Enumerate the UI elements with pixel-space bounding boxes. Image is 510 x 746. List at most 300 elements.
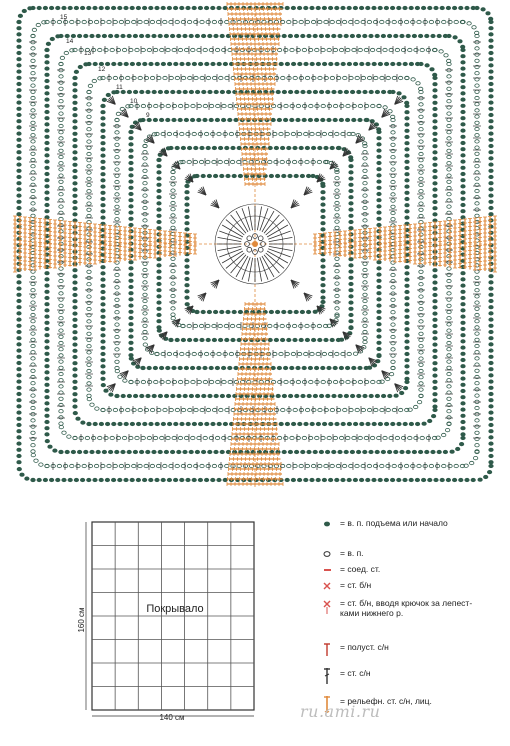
chain-stitch xyxy=(115,360,119,363)
chain-stitch xyxy=(102,98,106,101)
chain-stitch xyxy=(271,118,275,121)
chain-stitch xyxy=(17,169,21,172)
chain-stitch xyxy=(199,160,203,163)
chain-stitch xyxy=(406,450,410,453)
chain-stitch xyxy=(335,352,339,355)
chain-stitch xyxy=(335,276,339,279)
chain-stitch xyxy=(122,436,126,439)
chain-stitch xyxy=(99,422,103,425)
chain-stitch xyxy=(448,464,452,467)
chain-stitch xyxy=(461,55,465,58)
chain-stitch xyxy=(129,143,133,146)
chain-stitch xyxy=(340,380,344,383)
chain-stitch xyxy=(415,422,419,425)
chain-stitch xyxy=(327,380,331,383)
chain-stitch xyxy=(203,104,207,107)
chain-stitch xyxy=(377,279,381,282)
chain-stitch xyxy=(175,464,179,467)
chain-stitch xyxy=(155,422,159,425)
chain-stitch xyxy=(447,385,451,388)
chain-stitch xyxy=(461,197,465,200)
chain-stitch xyxy=(209,366,213,369)
chain-stitch xyxy=(458,40,462,43)
chain-stitch xyxy=(96,450,100,453)
chain-stitch xyxy=(172,118,176,121)
chain-stitch xyxy=(405,210,409,213)
chain-stitch xyxy=(447,335,451,338)
chain-stitch xyxy=(177,90,181,93)
chain-stitch xyxy=(363,312,367,315)
chain-stitch xyxy=(405,204,409,207)
chain-stitch xyxy=(419,307,423,310)
chain-stitch xyxy=(109,393,113,396)
chain-stitch xyxy=(87,376,91,379)
chain-stitch xyxy=(73,76,77,79)
chain-stitch xyxy=(101,111,105,114)
chain-stitch xyxy=(433,399,437,402)
chain-stitch xyxy=(163,76,167,79)
chain-stitch xyxy=(171,317,175,320)
chain-stitch xyxy=(274,324,278,327)
chain-stitch xyxy=(333,118,337,121)
chain-stitch xyxy=(475,406,479,409)
chain-stitch xyxy=(230,160,234,163)
chain-stitch xyxy=(157,183,161,186)
chain-stitch xyxy=(475,276,479,279)
chain-stitch xyxy=(433,293,437,296)
chain-stitch xyxy=(92,79,96,82)
chain-stitch xyxy=(187,20,191,23)
chain-stitch xyxy=(171,257,175,260)
chain-stitch xyxy=(475,115,479,118)
chain-stitch xyxy=(311,338,315,341)
chain-stitch xyxy=(405,166,409,169)
chain-stitch xyxy=(115,199,119,202)
chain-stitch xyxy=(269,174,273,177)
chain-stitch xyxy=(391,156,395,159)
chain-stitch xyxy=(17,293,21,296)
chain-stitch xyxy=(335,6,339,9)
chain-stitch xyxy=(155,352,159,355)
chain-stitch xyxy=(130,478,134,481)
chain-stitch xyxy=(185,191,189,194)
chain-stitch xyxy=(447,174,451,177)
chain-stitch xyxy=(177,34,181,37)
chain-stitch xyxy=(349,214,353,217)
chain-stitch xyxy=(31,84,35,87)
chain-stitch xyxy=(118,375,122,378)
chain-stitch xyxy=(324,464,328,467)
chain-stitch xyxy=(115,323,119,326)
chain-stitch xyxy=(327,118,331,121)
chain-stitch xyxy=(76,464,80,467)
chain-stitch xyxy=(73,386,77,389)
chain-stitch xyxy=(363,337,367,340)
chain-stitch xyxy=(461,45,465,48)
chain-stitch xyxy=(87,320,91,323)
chain-stitch xyxy=(363,330,367,333)
chain-stitch xyxy=(73,293,77,296)
chain-stitch xyxy=(203,118,207,121)
chain-stitch xyxy=(192,478,196,481)
chain-stitch xyxy=(489,206,493,209)
chain-stitch xyxy=(238,310,242,313)
chain-stitch xyxy=(325,34,329,37)
chain-stitch xyxy=(73,182,77,185)
chain-stitch xyxy=(178,436,182,439)
chain-stitch xyxy=(419,196,423,199)
chain-stitch xyxy=(335,183,339,186)
chain-stitch xyxy=(147,104,151,107)
chain-stitch xyxy=(129,261,133,264)
chain-stitch xyxy=(475,357,479,360)
chain-stitch xyxy=(115,137,119,140)
chain-stitch xyxy=(461,179,465,182)
chain-stitch xyxy=(171,313,175,316)
chain-stitch xyxy=(333,48,337,51)
chain-stitch xyxy=(475,134,479,137)
chain-stitch xyxy=(45,365,49,368)
chain-stitch xyxy=(361,76,365,79)
chain-stitch xyxy=(442,433,446,436)
chain-stitch xyxy=(305,20,309,23)
chain-stitch xyxy=(461,340,465,343)
chain-stitch xyxy=(172,48,176,51)
chain-stitch xyxy=(143,144,147,147)
chain-stitch xyxy=(335,62,339,65)
chain-stitch xyxy=(346,436,350,439)
chain-stitch xyxy=(101,383,105,386)
chain-stitch xyxy=(129,192,133,195)
chain-stitch xyxy=(339,436,343,439)
chain-stitch xyxy=(218,146,222,149)
chain-stitch xyxy=(73,107,77,110)
chain-stitch xyxy=(434,478,438,481)
chain-stitch xyxy=(391,298,395,301)
chain-stitch xyxy=(418,450,422,453)
chain-stitch xyxy=(129,137,133,140)
chain-stitch xyxy=(433,281,437,284)
chain-stitch xyxy=(129,223,133,226)
chain-stitch xyxy=(391,280,395,283)
chain-stitch xyxy=(73,145,77,148)
chain-stitch xyxy=(313,310,317,313)
chain-stitch xyxy=(158,450,162,453)
chain-stitch xyxy=(184,366,188,369)
chain-stitch xyxy=(111,6,115,9)
chain-stitch xyxy=(124,422,128,425)
chain-stitch xyxy=(453,36,457,39)
chain-stitch xyxy=(339,48,343,51)
chain-stitch xyxy=(363,194,367,197)
chain-stitch xyxy=(214,90,218,93)
chain-stitch xyxy=(157,208,161,211)
chain-stitch xyxy=(416,82,420,85)
chain-stitch xyxy=(171,276,175,279)
chain-stitch xyxy=(299,20,303,23)
chain-stitch xyxy=(377,168,381,171)
chain-stitch xyxy=(45,203,49,206)
chain-stitch xyxy=(157,276,161,279)
chain-stitch xyxy=(383,48,387,51)
chain-stitch xyxy=(305,408,309,411)
chain-stitch xyxy=(330,20,334,23)
chain-stitch xyxy=(312,76,316,79)
chain-stitch xyxy=(68,478,72,481)
chain-stitch xyxy=(73,331,77,334)
chain-stitch xyxy=(358,366,362,369)
chain-stitch xyxy=(73,188,77,191)
chain-stitch xyxy=(447,354,451,357)
chain-stitch xyxy=(344,450,348,453)
chain-stitch xyxy=(101,135,105,138)
chain-stitch xyxy=(160,104,164,107)
chain-stitch xyxy=(180,6,184,9)
chain-stitch xyxy=(67,435,71,438)
chain-stitch xyxy=(45,352,49,355)
chain-stitch xyxy=(73,368,77,371)
chain-stitch xyxy=(405,185,409,188)
chain-stitch xyxy=(186,132,190,135)
chain-stitch xyxy=(45,79,49,82)
chain-stitch xyxy=(409,6,413,9)
chain-stitch xyxy=(377,267,381,270)
chain-stitch xyxy=(461,191,465,194)
chain-stitch xyxy=(268,324,272,327)
chain-stitch xyxy=(17,45,21,48)
chain-stitch xyxy=(157,220,161,223)
chain-stitch xyxy=(403,62,407,65)
chain-stitch xyxy=(45,383,49,386)
chain-stitch xyxy=(166,147,170,150)
chain-stitch xyxy=(405,123,409,126)
chain-stitch xyxy=(405,352,409,355)
chain-stitch xyxy=(375,34,379,37)
chain-stitch xyxy=(45,290,49,293)
chain-stitch xyxy=(281,408,285,411)
chain-stitch xyxy=(298,62,302,65)
chain-stitch xyxy=(381,394,385,397)
chain-stitch xyxy=(280,338,284,341)
chain-stitch xyxy=(377,128,381,131)
chain-stitch xyxy=(310,62,314,65)
chain-stitch xyxy=(377,48,381,51)
chain-stitch xyxy=(185,303,189,306)
chain-stitch xyxy=(335,270,339,273)
chain-stitch xyxy=(419,320,423,323)
chain-stitch xyxy=(433,331,437,334)
chain-stitch xyxy=(419,351,423,354)
chain-stitch xyxy=(87,307,91,310)
chain-stitch xyxy=(201,34,205,37)
chain-stitch xyxy=(377,180,381,183)
chain-stitch xyxy=(195,450,199,453)
chain-stitch xyxy=(143,268,147,271)
chain-stitch xyxy=(431,34,435,37)
chain-stitch xyxy=(433,188,437,191)
chain-stitch xyxy=(226,310,230,313)
chain-stitch xyxy=(290,48,294,51)
chain-stitch xyxy=(459,478,463,481)
chain-stitch xyxy=(183,394,187,397)
chain-stitch xyxy=(347,62,351,65)
chain-stitch xyxy=(489,337,493,340)
chain-stitch xyxy=(157,307,161,310)
chain-stitch xyxy=(45,185,49,188)
chain-stitch xyxy=(139,34,143,37)
chain-stitch xyxy=(321,366,325,369)
chain-stitch xyxy=(185,215,189,218)
chain-stitch xyxy=(288,310,292,313)
chain-stitch xyxy=(167,62,171,65)
chain-stitch xyxy=(105,62,109,65)
chain-stitch xyxy=(200,464,204,467)
chain-stitch xyxy=(73,374,77,377)
chain-stitch xyxy=(378,478,382,481)
chain-stitch xyxy=(420,48,424,51)
chain-stitch xyxy=(414,436,418,439)
chain-stitch xyxy=(350,90,354,93)
chain-stitch xyxy=(115,329,119,332)
chain-stitch xyxy=(31,406,35,409)
chain-stitch xyxy=(101,104,105,107)
chain-stitch xyxy=(59,317,63,320)
chain-stitch xyxy=(206,146,210,149)
chain-stitch xyxy=(283,366,287,369)
chain-stitch xyxy=(200,408,204,411)
chain-stitch xyxy=(419,202,423,205)
chain-stitch xyxy=(45,464,49,467)
center-chain xyxy=(258,247,263,252)
chain-stitch xyxy=(489,461,493,464)
chain-stitch xyxy=(171,270,175,273)
chain-stitch xyxy=(353,422,357,425)
chain-stitch xyxy=(167,422,171,425)
chain-stitch xyxy=(17,405,21,408)
chain-stitch xyxy=(392,464,396,467)
chain-stitch xyxy=(217,352,221,355)
chain-stitch xyxy=(489,386,493,389)
chain-stitch xyxy=(475,326,479,329)
chain-stitch xyxy=(405,173,409,176)
chain-stitch xyxy=(167,478,171,481)
chain-stitch xyxy=(218,20,222,23)
chain-stitch xyxy=(169,20,173,23)
chain-stitch xyxy=(45,377,49,380)
chain-stitch xyxy=(143,225,147,228)
chain-stitch xyxy=(74,6,78,9)
chain-stitch xyxy=(59,360,63,363)
chain-stitch xyxy=(349,264,353,267)
chain-stitch xyxy=(286,160,290,163)
chain-stitch xyxy=(433,349,437,352)
chain-stitch xyxy=(372,422,376,425)
chain-stitch xyxy=(17,448,21,451)
chain-stitch xyxy=(31,177,35,180)
chain-stitch xyxy=(300,174,304,177)
chain-stitch xyxy=(318,20,322,23)
chain-stitch xyxy=(77,34,81,37)
chain-stitch xyxy=(73,355,77,358)
chain-stitch xyxy=(411,78,415,81)
chain-stitch xyxy=(17,392,21,395)
chain-stitch xyxy=(45,86,49,89)
chain-stitch xyxy=(421,6,425,9)
chain-stitch xyxy=(59,143,63,146)
chain-stitch xyxy=(405,278,409,281)
chain-stitch xyxy=(310,6,314,9)
chain-stitch xyxy=(352,436,356,439)
chain-stitch xyxy=(433,207,437,210)
chain-stitch xyxy=(59,124,63,127)
chain-stitch xyxy=(283,118,287,121)
chain-stitch xyxy=(489,89,493,92)
chain-stitch xyxy=(31,382,35,385)
chain-stitch xyxy=(87,326,91,329)
chain-stitch xyxy=(349,177,353,180)
chain-stitch xyxy=(461,352,465,355)
chain-stitch xyxy=(17,82,21,85)
chain-stitch xyxy=(349,408,353,411)
chain-stitch xyxy=(281,76,285,79)
chain-stitch xyxy=(129,168,133,171)
chain-stitch xyxy=(333,436,337,439)
chain-stitch xyxy=(447,348,451,351)
chain-stitch xyxy=(412,450,416,453)
chain-stitch xyxy=(394,450,398,453)
chain-stitch xyxy=(377,335,381,338)
chain-stitch xyxy=(167,132,171,135)
chain-stitch xyxy=(238,174,242,177)
chain-stitch xyxy=(17,318,21,321)
chain-stitch xyxy=(31,478,35,481)
chain-stitch xyxy=(321,191,325,194)
chain-stitch xyxy=(98,436,102,439)
chain-stitch xyxy=(231,338,235,341)
chain-stitch xyxy=(107,464,111,467)
chain-stitch xyxy=(143,219,147,222)
chain-stitch xyxy=(333,380,337,383)
chain-stitch xyxy=(461,433,465,436)
chain-stitch xyxy=(129,130,133,133)
chain-stitch xyxy=(59,205,63,208)
chain-stitch xyxy=(219,408,223,411)
chain-stitch xyxy=(433,355,437,358)
chain-stitch xyxy=(115,317,119,320)
chain-stitch xyxy=(315,436,319,439)
chain-stitch xyxy=(127,34,131,37)
chain-stitch xyxy=(237,160,241,163)
chain-stitch xyxy=(489,349,493,352)
chain-stitch xyxy=(447,149,451,152)
chain-stitch xyxy=(211,62,215,65)
chain-stitch xyxy=(129,149,133,152)
chain-stitch xyxy=(340,104,344,107)
chain-stitch xyxy=(433,287,437,290)
chain-stitch xyxy=(129,161,133,164)
chain-stitch xyxy=(43,6,47,9)
chain-stitch xyxy=(87,270,91,273)
chain-stitch xyxy=(377,273,381,276)
chain-stitch xyxy=(208,450,212,453)
chain-stitch xyxy=(358,436,362,439)
chain-stitch xyxy=(171,307,175,310)
chain-stitch xyxy=(293,146,297,149)
chain-stitch xyxy=(197,48,201,51)
chain-stitch xyxy=(197,104,201,107)
chain-stitch xyxy=(461,436,465,439)
chain-stitch xyxy=(132,20,136,23)
